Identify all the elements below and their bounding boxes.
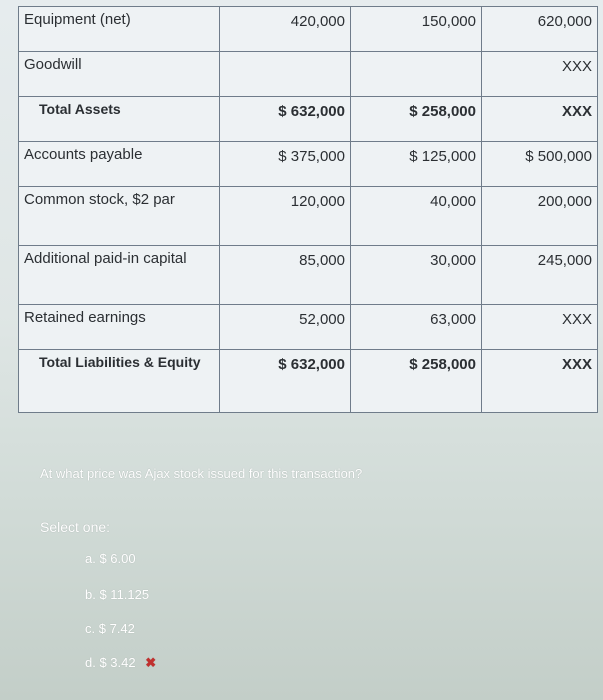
table-row (19, 246, 598, 305)
table-row (19, 350, 598, 413)
table-row (19, 142, 598, 187)
cell-value: $ 500,000 (482, 142, 598, 187)
option-b[interactable] (85, 587, 149, 602)
x-mark-icon: ✖ (145, 655, 157, 670)
cell-value: 52,000 (220, 305, 351, 350)
option-letter: b. (85, 587, 96, 602)
cell-value: $ 258,000 (351, 97, 482, 142)
table-row (19, 52, 598, 97)
row-label: Total Liabilities & Equity (19, 350, 220, 413)
cell-value: 85,000 (220, 246, 351, 305)
cell-value: 40,000 (351, 187, 482, 246)
table-row (19, 305, 598, 350)
balance-sheet-table (18, 6, 598, 413)
row-label: Equipment (net) (19, 7, 220, 52)
cell-value: $ 632,000 (220, 350, 351, 413)
table-row (19, 7, 598, 52)
option-letter: c. (85, 621, 96, 636)
cell-value: 63,000 (351, 305, 482, 350)
table-row (19, 187, 598, 246)
cell-value: 30,000 (351, 246, 482, 305)
row-label: Additional paid-in capital (19, 246, 220, 305)
option-a[interactable] (85, 551, 136, 566)
cell-value: 420,000 (220, 7, 351, 52)
cell-value: $ 258,000 (351, 350, 482, 413)
cell-value: 200,000 (482, 187, 598, 246)
cell-value: $ 375,000 (220, 142, 351, 187)
cell-value: 620,000 (482, 7, 598, 52)
cell-value: 245,000 (482, 246, 598, 305)
cell-value: $ 632,000 (220, 97, 351, 142)
cell-value: XXX (482, 97, 598, 142)
row-label: Retained earnings (19, 305, 220, 350)
cell-value: 150,000 (351, 7, 482, 52)
cell-value: $ 125,000 (351, 142, 482, 187)
option-text: $ 11.125 (99, 587, 150, 602)
question-text: At what price was Ajax stock issued for this transaction? (40, 466, 363, 481)
cell-value: 120,000 (220, 187, 351, 246)
cell-value: XXX (482, 52, 598, 97)
cell-value: XXX (482, 350, 598, 413)
cell-value (220, 52, 351, 97)
option-letter: a. (85, 551, 96, 566)
option-c[interactable] (85, 621, 135, 636)
option-text: $ 3.42 (99, 655, 136, 670)
option-text: $ 7.42 (98, 621, 135, 636)
row-label: Total Assets (19, 97, 220, 142)
table-row (19, 97, 598, 142)
select-one-label: Select one: (40, 519, 111, 535)
cell-value: XXX (482, 305, 598, 350)
option-d[interactable] (85, 655, 156, 671)
row-label: Goodwill (19, 52, 220, 97)
option-letter: d. (85, 655, 96, 670)
row-label: Accounts payable (19, 142, 220, 187)
option-text: $ 6.00 (99, 551, 136, 566)
row-label: Common stock, $2 par (19, 187, 220, 246)
cell-value (351, 52, 482, 97)
